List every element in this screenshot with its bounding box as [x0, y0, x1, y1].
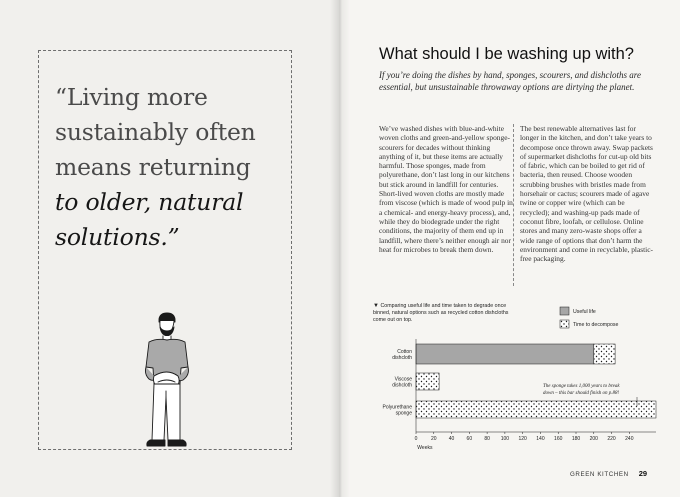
quote-line-italic: solutions.”	[55, 223, 180, 251]
x-tick-label: 180	[571, 436, 581, 442]
quote-line-italic: to older, natural	[55, 188, 244, 216]
x-tick-label: 20	[430, 436, 437, 442]
x-tick-label: 120	[518, 436, 527, 442]
page-footer	[570, 469, 647, 478]
category-label: Cotton	[397, 349, 412, 355]
legend-swatch	[560, 307, 569, 315]
x-tick-label: 100	[500, 436, 510, 442]
category-label: dishcloth	[392, 355, 412, 361]
x-tick-label: 160	[554, 436, 563, 442]
column-divider	[513, 124, 514, 286]
body-column-2: The best renewable alternatives last for longer in the kitchen, and don’t take years to decompose once thrown away. Swap packets of supermarket dishcloths for cut-up old bits of fabric, which can be boiled to get rid of bacteria, then reused. Choose wooden scrubbing brushes with bristles made from horsehair or cactus; scourers made of agave twine or copper wire (which can be recycled); and washing-up pads made of coconut fibre, loofah, or cellulose. Online stores and many zero-waste shops offer a wide range of options that don’t harm the environment and come in recyclable, plastic-free packaging.	[520, 124, 653, 264]
page-number: 29	[638, 469, 648, 478]
pull-quote	[55, 80, 285, 255]
annotation-text: The sponge takes 1,000 years to break	[543, 384, 620, 389]
x-tick-label: 80	[484, 436, 490, 442]
annotation-text: down – this bar should finish on p.88!	[543, 391, 620, 396]
x-tick-label: 240	[625, 436, 634, 442]
legend-label: Useful life	[573, 309, 596, 315]
chart-bar	[416, 373, 439, 390]
man-with-dishcloth-illustration	[131, 312, 201, 452]
x-axis-title: Weeks	[417, 445, 433, 451]
chart-bar	[416, 344, 594, 364]
body-column-1: We’ve washed dishes with blue-and-white woven cloths and green-and-yellow sponge-scourers for decades without thinking anything of it, but these items are actually harmful. Those sponges, made from polyurethane, don’t last long in our kitchens but stick around in landfill for centuries. Short-lived woven cloths are mostly made from viscose (which is made of wood pulp in a chemical- and energy-heavy process), and, while they do biodegrade under the right conditions, the majority of them end up in landfill, where there’s neither enough air nor heat for microbes to break them down.	[379, 124, 513, 254]
article-title: What should I be washing up with?	[379, 45, 634, 63]
article-intro: If you’re doing the dishes by hand, sponges, scourers, and dishcloths are essential, but unsustainable throwaway options are dirtying the planet.	[379, 70, 641, 92]
category-label: Viscose	[394, 376, 412, 383]
x-tick-label: 220	[607, 436, 616, 442]
chart-bar	[594, 344, 615, 364]
category-label: dishcloth	[392, 382, 412, 389]
quote-line: “Living more	[55, 83, 208, 111]
x-tick-label: 0	[414, 436, 418, 442]
legend-swatch	[560, 320, 569, 328]
category-label: sponge	[395, 410, 412, 417]
caption-marker: ▼	[373, 303, 379, 309]
x-tick-label: 200	[589, 436, 598, 442]
section-name: GREEN KITCHEN	[570, 471, 629, 478]
chart-bar	[416, 401, 656, 418]
category-label: Polyurethane	[382, 404, 412, 411]
x-tick-label: 40	[448, 436, 455, 442]
quote-line: means returning	[55, 153, 251, 181]
dishcloth-comparison-chart	[340, 295, 660, 460]
caption-text: Comparing useful life and time taken to degrade once binned, natural options such as recycled cotton dishcloths come out on top.	[373, 303, 509, 324]
x-tick-label: 60	[466, 436, 473, 442]
legend-label: Time to decompose	[573, 322, 619, 328]
quote-line: sustainably often	[55, 118, 256, 146]
x-tick-label: 140	[536, 436, 545, 442]
